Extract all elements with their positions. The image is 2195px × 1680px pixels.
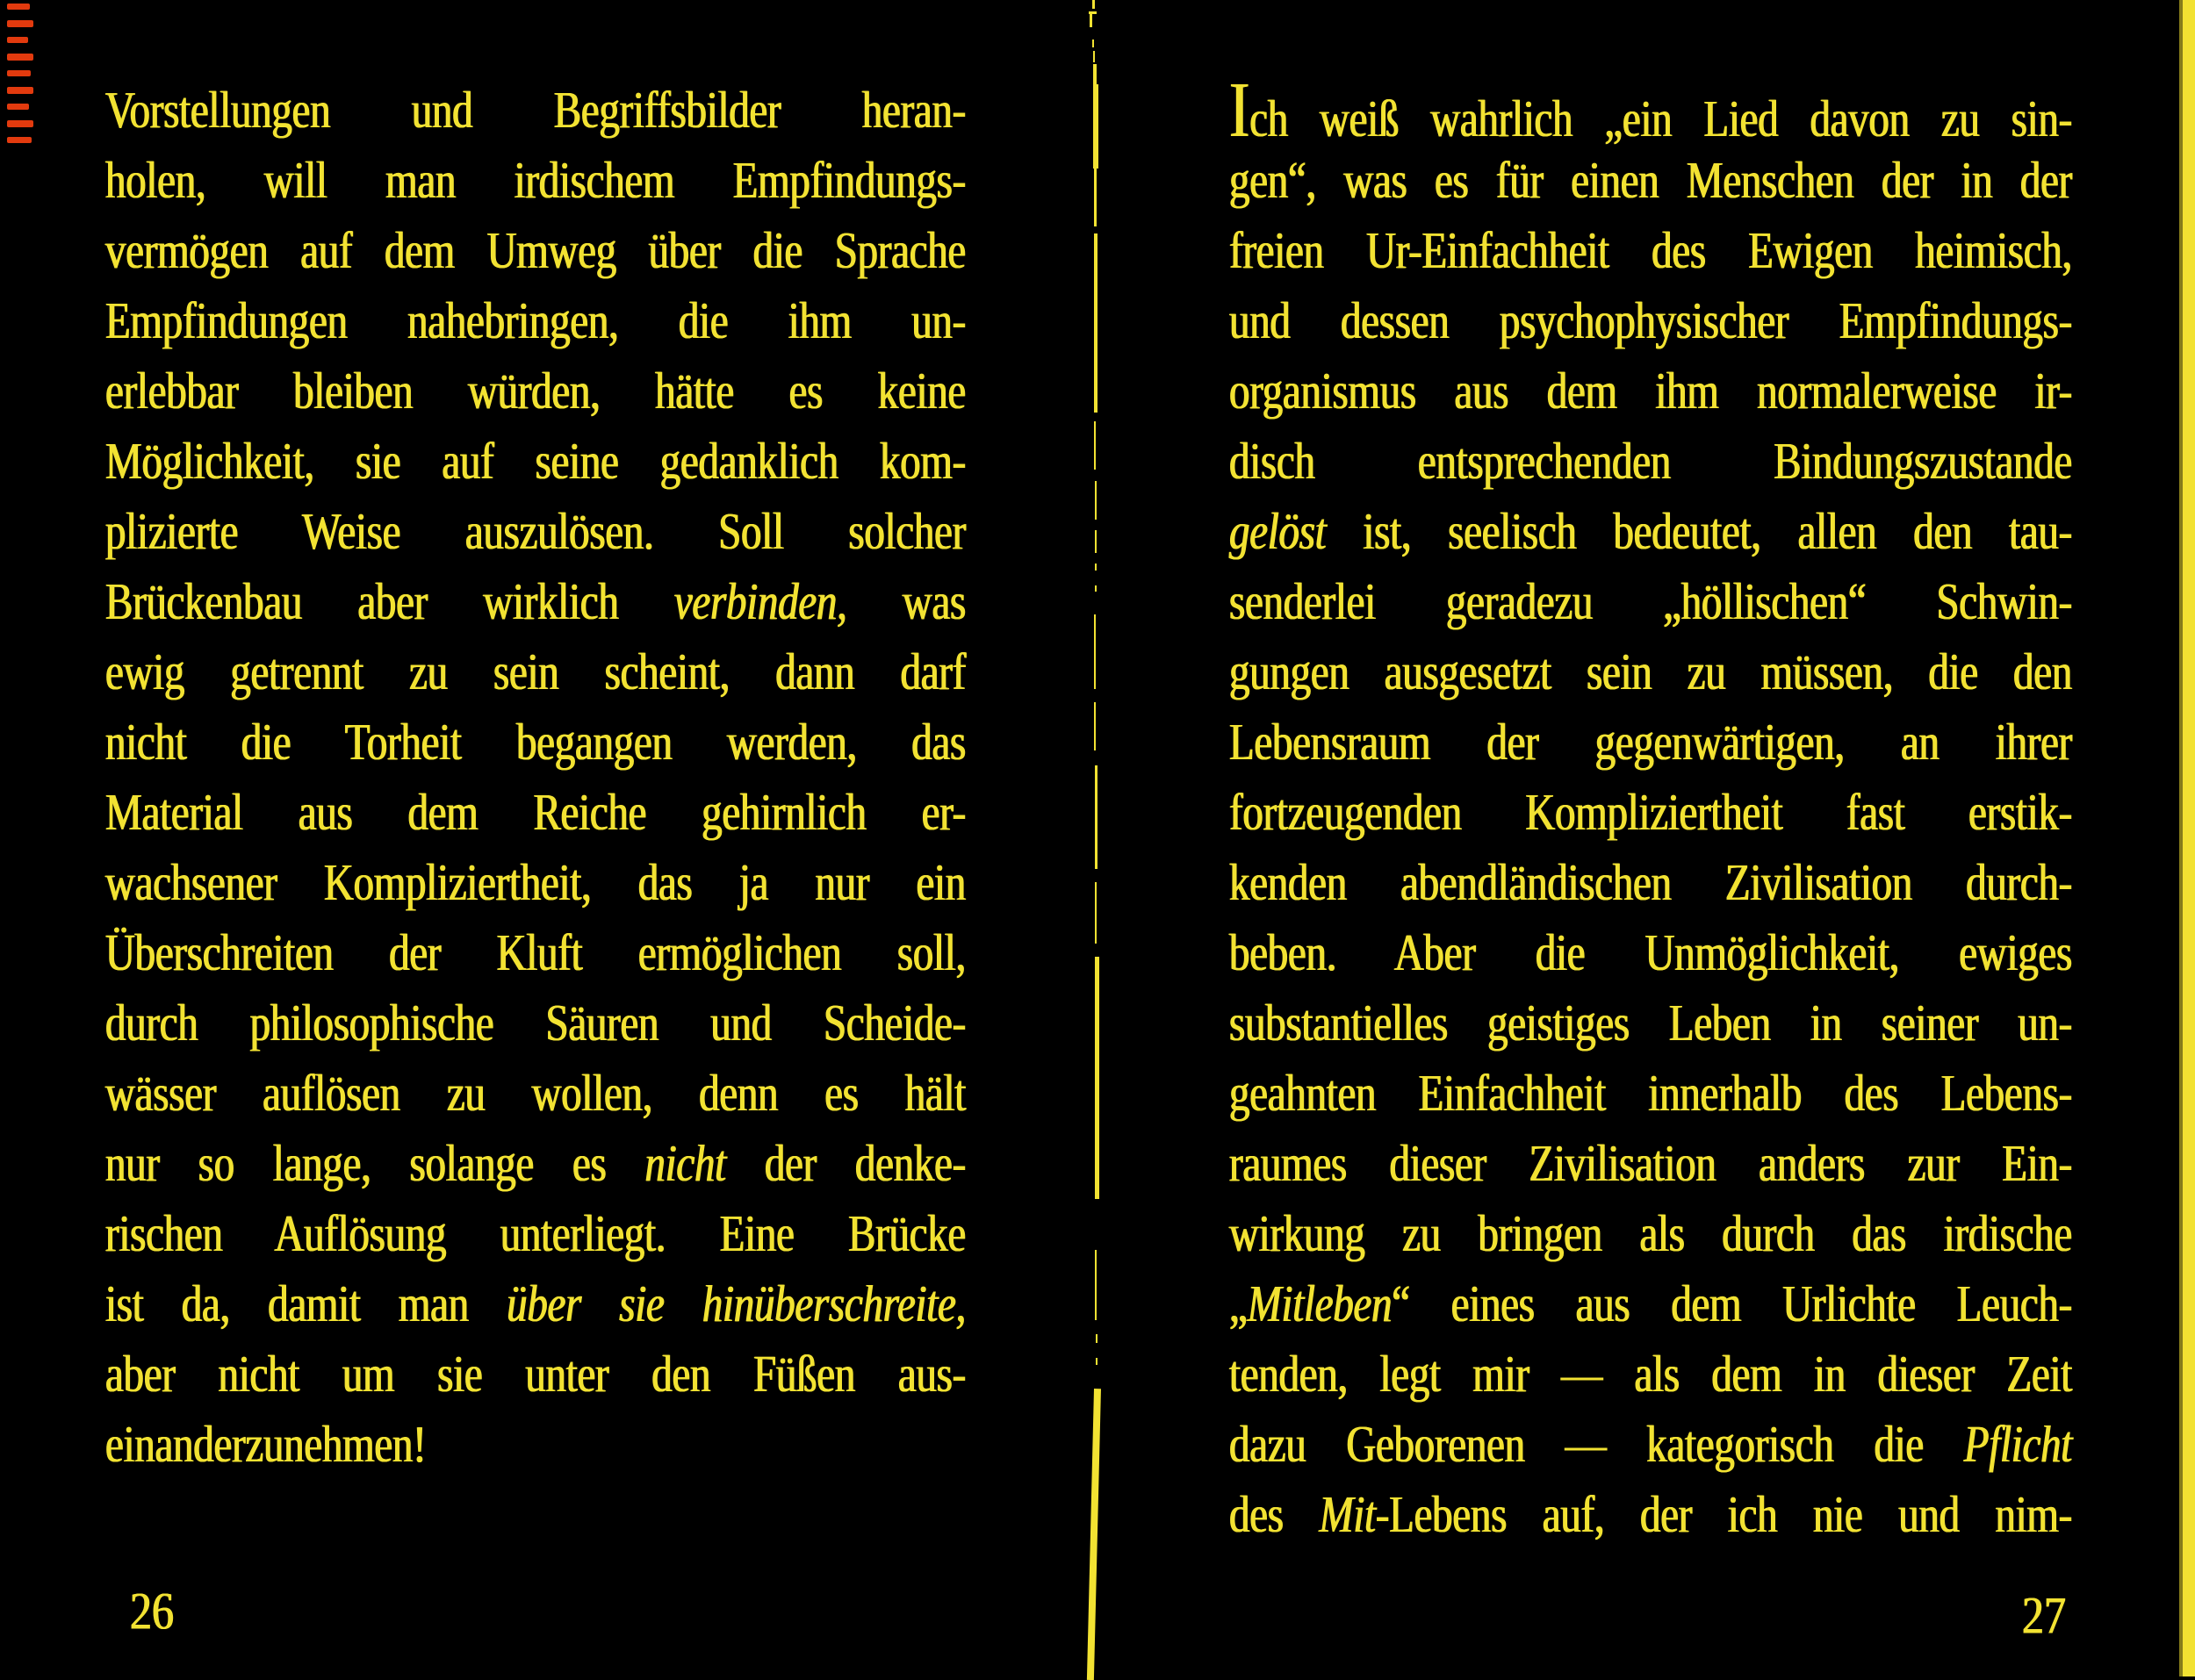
- gutter-segment: [1095, 530, 1097, 553]
- text-run: substantielles geistiges Leben in seiner un-: [1229, 994, 2072, 1053]
- text-run: ist da, damit man: [105, 1274, 507, 1334]
- text-run: nicht die Torheit begangen werden, das: [105, 713, 966, 772]
- right-page-lines: [1229, 67, 2073, 1550]
- text-run: dazu Geborenen — kategorisch die: [1229, 1415, 1964, 1475]
- gutter-segment: [1095, 882, 1097, 944]
- left-page: [105, 75, 966, 1480]
- red-mark: [7, 120, 33, 127]
- gutter-segment: [1092, 0, 1095, 9]
- text-run: plizierte Weise auszulösen. Soll solcher: [105, 502, 966, 562]
- text-run: kenden abendländischen Zivilisation durch-: [1229, 853, 2072, 913]
- text-run: erlebbar bleiben würden, hätte es keine: [105, 362, 966, 421]
- gutter-segment: [1093, 84, 1098, 169]
- gutter-segment: [1096, 1358, 1098, 1365]
- italic-text-run: Mit: [1319, 1485, 1376, 1545]
- text-run: des: [1229, 1485, 1320, 1545]
- page-number-left: 26: [130, 1581, 174, 1641]
- red-mark: [7, 20, 33, 27]
- red-mark: [7, 54, 33, 61]
- page-number-right: 27: [2022, 1585, 2066, 1645]
- text-run: aber nicht um sie unter den Füßen aus-: [105, 1345, 966, 1404]
- text-run: Überschreiten der Kluft ermöglichen soll,: [105, 923, 966, 983]
- text-run: wässer auflösen zu wollen, denn es hält: [105, 1064, 966, 1124]
- italic-text-run: Mitleben: [1247, 1274, 1393, 1334]
- gutter-segment: [1094, 614, 1096, 689]
- text-run: -Lebens auf, der ich nie und nim-: [1375, 1485, 2073, 1545]
- text-run: gungen ausgesetzt sein zu müssen, die den: [1229, 643, 2072, 702]
- text-run: was: [846, 572, 966, 632]
- text-run: gen“, was es für einen Menschen der in der: [1229, 151, 2072, 211]
- gutter-segment: [1095, 957, 1099, 1199]
- red-mark: [7, 137, 32, 143]
- text-run: raumes dieser Zivilisation anders zur Ein-: [1229, 1134, 2072, 1194]
- text-run: Vorstellungen und Begriffsbilder heran-: [105, 81, 966, 140]
- page-edge-strip-inner: [2179, 0, 2183, 1676]
- text-run: nur so lange, solange es: [105, 1134, 645, 1194]
- italic-text-run: verbinden,: [673, 572, 847, 632]
- gutter-segment: [1093, 64, 1097, 86]
- text-run: ewig getrennt zu sein scheint, dann darf: [105, 643, 966, 702]
- text-run: disch entsprechenden Bindungszustande: [1229, 432, 2072, 492]
- text-run: ch weiß wahrlich „ein Lied davon zu sin-: [1249, 90, 2072, 149]
- gutter-segment: [1095, 564, 1097, 571]
- text-run: freien Ur-Einfachheit des Ewigen heimisch,: [1229, 221, 2072, 281]
- text-run: und dessen psychophysischer Empfindungs-: [1229, 291, 2072, 351]
- text-run: einanderzunehmen!: [105, 1415, 427, 1475]
- text-run: senderlei geradezu „höllischen“ Schwin-: [1229, 572, 2072, 632]
- text-run: „: [1229, 1274, 1248, 1334]
- page-edge-strip: [2183, 0, 2195, 1676]
- italic-text-run: über sie hinüberschreite,: [507, 1274, 967, 1334]
- large-initial-letter: I: [1229, 67, 1250, 154]
- red-mark: [7, 87, 33, 94]
- gutter-segment: [1095, 481, 1097, 520]
- gutter-segment: [1087, 1389, 1101, 1680]
- gutter-segment: [1095, 765, 1098, 869]
- italic-text-run: nicht: [644, 1134, 726, 1194]
- red-mark: [7, 104, 29, 110]
- gutter-segment: [1093, 51, 1095, 62]
- gutter-segment: [1094, 421, 1096, 470]
- text-run: der denke-: [725, 1134, 966, 1194]
- text-run: Empfindungen nahebringen, die ihm un-: [105, 291, 966, 351]
- gutter-segment: [1096, 1334, 1098, 1343]
- red-mark: [7, 70, 31, 76]
- left-page-lines: [105, 75, 966, 1480]
- gutter-segment: [1092, 39, 1094, 47]
- text-run: Brückenbau aber wirklich: [105, 572, 674, 632]
- text-run: tenden, legt mir — als dem in dieser Zeit: [1229, 1345, 2072, 1404]
- text-run: organismus aus dem ihm normalerweise ir-: [1229, 362, 2072, 421]
- text-run: geahnten Einfachheit innerhalb des Lebens-: [1229, 1064, 2072, 1124]
- italic-text-run: Pflicht: [1963, 1415, 2072, 1475]
- text-run: “ eines aus dem Urlichte Leuch-: [1392, 1274, 2072, 1334]
- gutter-segment: [1094, 169, 1097, 226]
- red-registration-marks: [7, 4, 42, 153]
- red-mark: [7, 4, 30, 10]
- gutter-segment: [1094, 233, 1098, 413]
- text-run: holen, will man irdischem Empfindungs-: [105, 151, 966, 211]
- text-run: wirkung zu bringen als durch das irdische: [1229, 1204, 2072, 1264]
- text-run: Lebensraum der gegenwärtigen, an ihrer: [1229, 713, 2072, 772]
- right-page: [1229, 67, 2073, 1550]
- text-run: rischen Auflösung unterliegt. Eine Brücke: [105, 1204, 966, 1264]
- text-line: [105, 1400, 966, 1490]
- text-run: durch philosophische Säuren und Scheide-: [105, 994, 966, 1053]
- text-run: wachsener Kompliziertheit, das ja nur ein: [105, 853, 966, 913]
- gutter-segment: [1095, 1250, 1097, 1320]
- text-line: [1229, 1470, 2072, 1560]
- gutter-segment: [1090, 14, 1092, 27]
- gutter-segment: [1094, 702, 1096, 750]
- text-run: ist, seelisch bedeutet, allen den tau-: [1326, 502, 2072, 562]
- text-run: vermögen auf dem Umweg über die Sprache: [105, 221, 966, 281]
- red-mark: [7, 37, 28, 43]
- gutter-segment: [1095, 585, 1097, 592]
- text-run: Material aus dem Reiche gehirnlich er-: [105, 783, 966, 843]
- text-run: Möglichkeit, sie auf seine gedanklich kom-: [105, 432, 966, 492]
- text-run: beben. Aber die Unmöglichkeit, ewiges: [1229, 923, 2072, 983]
- italic-text-run: gelöst: [1229, 502, 1327, 562]
- text-run: fortzeugenden Kompliziertheit fast erstik-: [1229, 783, 2072, 843]
